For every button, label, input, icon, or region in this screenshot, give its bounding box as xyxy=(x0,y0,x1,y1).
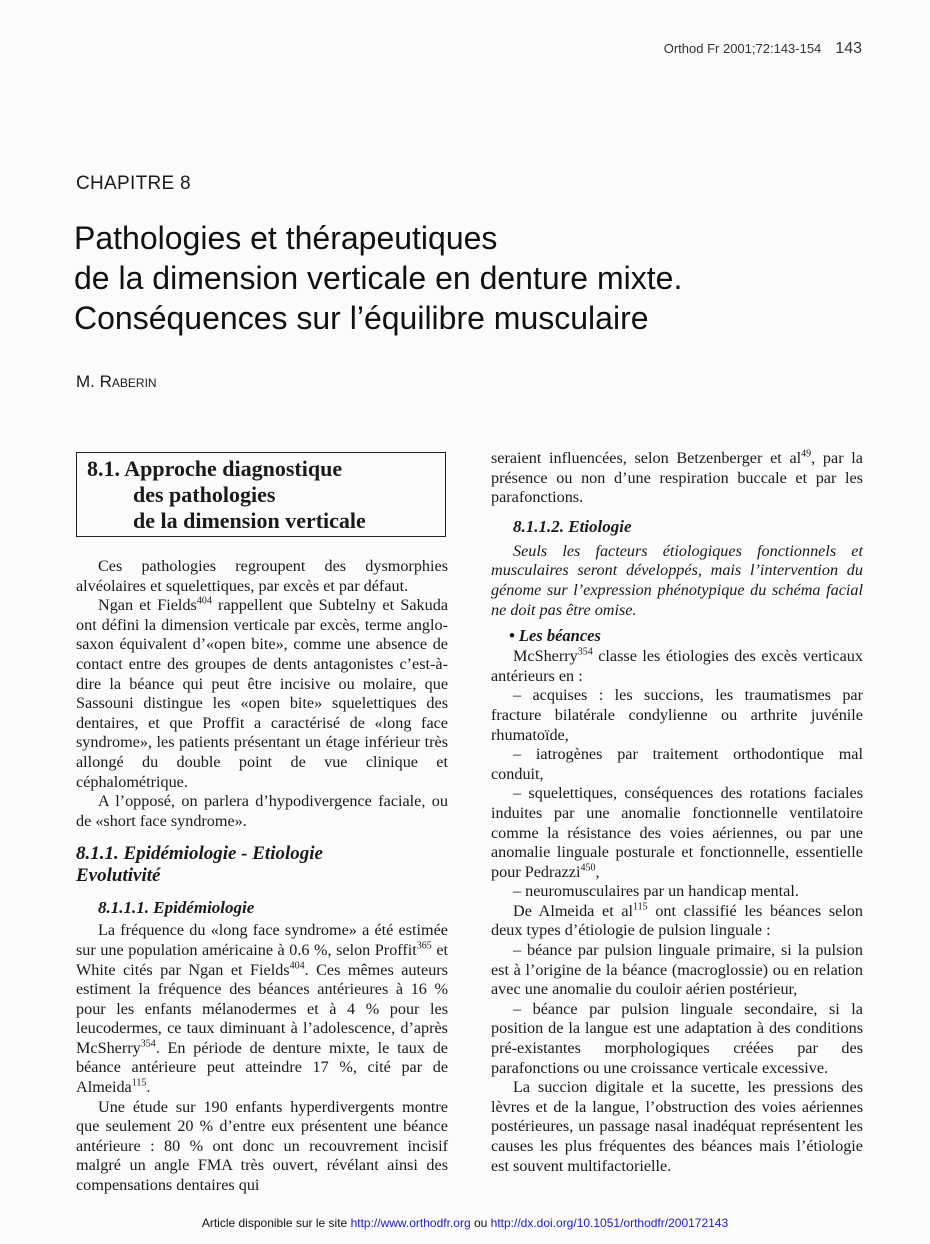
list-item: – squelettiques, conséquences des rotations faciales induites par une anomalie fonctionnelle ventilatoire comme la résistance des voies aériennes, ou par une anomalie linguale posturale et fonctionnelle, essentielle pour Pedrazzi$^{450}$, xyxy=(491,784,863,881)
page-number: 143 xyxy=(835,40,862,57)
footer xyxy=(0,1216,930,1230)
reference: 115 xyxy=(633,901,648,913)
doi-link[interactable]: http://dx.doi.org/10.1051/orthodfr/200172143 xyxy=(490,1216,729,1230)
paragraph: Une étude sur 190 enfants hyperdivergents montre que seulement 20 % d’entre eux présentent une béance antérieure : 80 % ont donc un recouvrement incisif malgré un angle FMA très ouvert, révélant ainsi des compensations dentaires qui xyxy=(76,1097,448,1195)
paragraph: La succion digitale et la sucette, les pressions des lèvres et de la langue, l’obstruction des voies aériennes postérieures, un passage nasal inadéquat représentent les causes les plus fréquentes des béances mais l’étiologie est souvent multifactorielle. xyxy=(491,1078,863,1175)
left-column xyxy=(76,557,448,1196)
paragraph: A l’opposé, on parlera d’hypodivergence faciale, ou de «short face syndrome». xyxy=(76,792,448,830)
paragraph: Seuls les facteurs étiologiques fonctionnels et musculaires seront développés, mais l’intervention du génome sur l’expression phénotypique du schéma facial ne doit pas être omise. xyxy=(491,541,863,619)
list-item: – béance par pulsion linguale primaire, si la pulsion est à l’origine de la béance (macroglossie) ou en relation avec une anomalie du couloir aérien postérieur, xyxy=(491,941,863,999)
journal-citation: Orthod Fr 2001;72:143-154 xyxy=(663,41,822,56)
title-line-3: Conséquences sur l’équilibre musculaire xyxy=(74,300,649,336)
site-link[interactable]: http://www.orthodfr.org xyxy=(350,1216,471,1230)
running-header xyxy=(664,40,862,58)
chapter-label: CHAPITRE 8 xyxy=(76,173,191,194)
title-line-2: de la dimension verticale en denture mixte. xyxy=(74,260,683,296)
paragraph: Ngan et Fields$^{404}$ rappellent que Subtelny et Sakuda ont défini la dimension verticale par excès, terme anglo-saxon équivalent d’«open bite», comme une absence de contact entre des groupes de dents antagonistes c’est-à-dire la béance qui peut être incisive ou molaire, que Sassouni distingue les «open bite» squelettiques des dentaires, et que Proffit a caractérisé de «long face syndrome», les patients présentant un étage inférieur très allongé du double point de vue clinique et céphalométrique. xyxy=(76,595,449,791)
right-column xyxy=(491,449,863,1176)
section-heading-line-3: de la dimension verticale xyxy=(133,508,366,533)
subsubsection-heading: 8.1.1.2. Etiologie xyxy=(513,516,632,536)
paragraph: De Almeida et $al^{115}$ ont classifié les béances selon deux types d’étiologie de pulsion linguale : xyxy=(491,901,863,940)
section-heading-line-1: 8.1. Approche diagnostique xyxy=(87,456,343,481)
footer-prefix: Article disponible sur le site xyxy=(201,1216,351,1230)
author-initial: M. xyxy=(76,372,100,391)
reference: 404 xyxy=(289,960,305,972)
subsubsection-heading: 8.1.1.1. Epidémiologie xyxy=(98,898,255,918)
paragraph: La fréquence du «long face syndrome» a été estimée sur une population américaine à 0.6 %, selon Proffit$^{365}$ et White cités par Ngan et Fields$^{404}$. Ces mêmes auteurs estiment la fréquence des béances antérieures à 16 % pour les enfants mélanodermes et à 4 % pour les leucodermes, ce taux diminuant à l’adolescence, d’après McSherry$^{354}$. En période de denture mixte, le taux de béance antérieure peut atteindre 17 %, cité par de Almeida$^{115}$. xyxy=(76,921,448,1097)
list-item: – béance par pulsion linguale secondaire, si la position de la langue est une adaptation à des conditions pré-existantes morphologiques créées par des parafonctions ou une croissance verticale excessive. xyxy=(491,999,863,1077)
paragraph: McSherry$^{354}$ classe les étiologies des excès verticaux antérieurs en : xyxy=(491,646,863,685)
title-line-1: Pathologies et thérapeutiques xyxy=(74,220,498,256)
bullet-heading: • Les béances xyxy=(509,626,601,646)
reference: 354 xyxy=(140,1038,156,1050)
chapter-title xyxy=(74,218,854,338)
subsection-heading: 8.1.1. Epidémiologie - Etiologie Evolutivité xyxy=(76,843,323,887)
paragraph: Ces pathologies regroupent des dysmorphies alvéolaires et squelettiques, par excès et par défaut. xyxy=(76,557,448,595)
author xyxy=(76,372,157,392)
section-heading-box xyxy=(76,452,446,537)
reference: 450 xyxy=(580,862,596,874)
list-item: – iatrogènes par traitement orthodontique mal conduit, xyxy=(491,745,863,783)
footer-separator: ou xyxy=(470,1216,491,1230)
reference: 365 xyxy=(416,940,432,952)
reference: 404 xyxy=(196,595,212,607)
list-item: – acquises : les succions, les traumatismes par fracture bilatérale condylienne ou arthrite juvénile rhumatoïde, xyxy=(491,686,863,744)
reference: 49 xyxy=(801,448,812,460)
section-heading-line-2: des pathologies xyxy=(133,482,276,507)
reference: 115 xyxy=(131,1077,147,1089)
author-name: Raberin xyxy=(99,372,157,391)
list-item: – neuromusculaires par un handicap mental. xyxy=(513,882,799,901)
paragraph: seraient influencées, selon Betzenberger et $al^{49}$, par la présence ou non d’une respiration buccale et par les parafonctions. xyxy=(491,448,863,507)
reference: 354 xyxy=(577,646,593,658)
